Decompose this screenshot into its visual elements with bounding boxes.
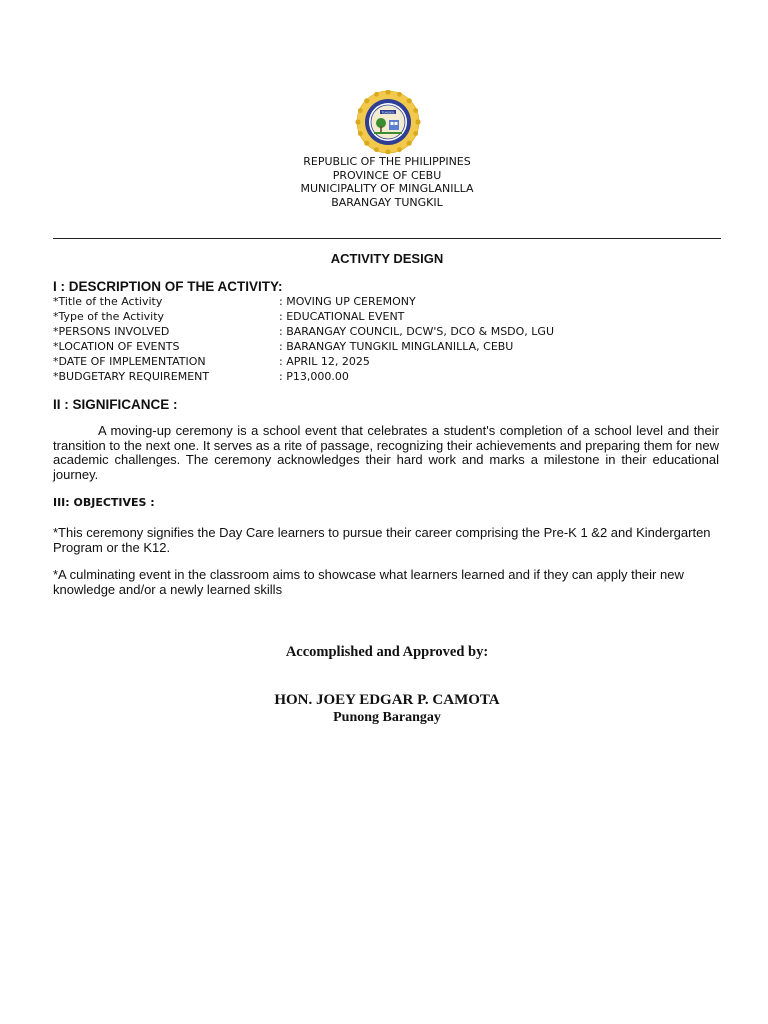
detail-label: *Type of the Activity	[53, 310, 165, 323]
detail-row-location	[53, 339, 693, 354]
objective-item-1: *This ceremony signifies the Day Care learners to pursue their career comprising the Pre-K 1 &2 and Kindergarten Program or the K12.	[53, 525, 711, 555]
activity-details-list	[53, 294, 693, 384]
letterhead-municipality: MUNICIPALITY OF MINGLANILLA	[300, 182, 474, 196]
document-title: ACTIVITY DESIGN	[330, 251, 444, 266]
detail-value: : P13,000.00	[279, 370, 349, 383]
detail-row-date	[53, 354, 693, 369]
detail-row-budget	[53, 369, 693, 384]
detail-label: *PERSONS INVOLVED	[53, 325, 170, 338]
detail-value: : BARANGAY COUNCIL, DCW'S, DCO & MSDO, LGU	[279, 325, 555, 338]
detail-row-title	[53, 294, 693, 309]
detail-label: *BUDGETARY REQUIREMENT	[53, 370, 210, 383]
detail-value: : EDUCATIONAL EVENT	[279, 310, 405, 323]
letterhead-country: REPUBLIC OF THE PHILIPPINES	[303, 155, 471, 168]
section-objectives-heading: III: OBJECTIVES :	[53, 496, 155, 509]
signatory-name: HON. JOEY EDGAR P. CAMOTA	[274, 692, 500, 708]
detail-value: : BARANGAY TUNGKIL MINGLANILLA, CEBU	[279, 340, 514, 353]
header-divider	[53, 238, 721, 239]
letterhead-barangay: BARANGAY TUNGKIL	[331, 195, 443, 209]
detail-value: : MOVING UP CEREMONY	[279, 295, 416, 308]
detail-label: *Title of the Activity	[53, 295, 163, 308]
significance-paragraph: A moving-up ceremony is a school event that celebrates a student's completion of a school level and their transition to the next one. It serves as a rite of passage, recognizing their achievements and preparing them for new academic challenges. The ceremony acknowledges their hard work and marks a milestone in their educational journey.	[53, 423, 719, 482]
detail-value: : APRIL 12, 2025	[279, 355, 370, 368]
detail-label: *DATE OF IMPLEMENTATION	[53, 355, 206, 368]
signatory-position: Punong Barangay	[333, 710, 441, 725]
detail-label: *LOCATION OF EVENTS	[53, 340, 180, 353]
objective-item-2: *A culminating event in the classroom aims to showcase what learners learned and if they can apply their new knowledge and/or a newly learned skills	[53, 567, 684, 597]
approval-label: Accomplished and Approved by:	[285, 644, 489, 660]
seal-text: TUNGKIL	[381, 110, 395, 115]
barangay-seal-icon	[349, 90, 427, 154]
letterhead	[0, 155, 768, 209]
section-description-heading: I : DESCRIPTION OF THE ACTIVITY:	[53, 279, 283, 294]
letterhead-province: PROVINCE OF CEBU	[332, 168, 442, 182]
section-significance-heading: II : SIGNIFICANCE :	[53, 397, 178, 412]
detail-row-persons	[53, 324, 693, 339]
detail-row-type	[53, 309, 693, 324]
